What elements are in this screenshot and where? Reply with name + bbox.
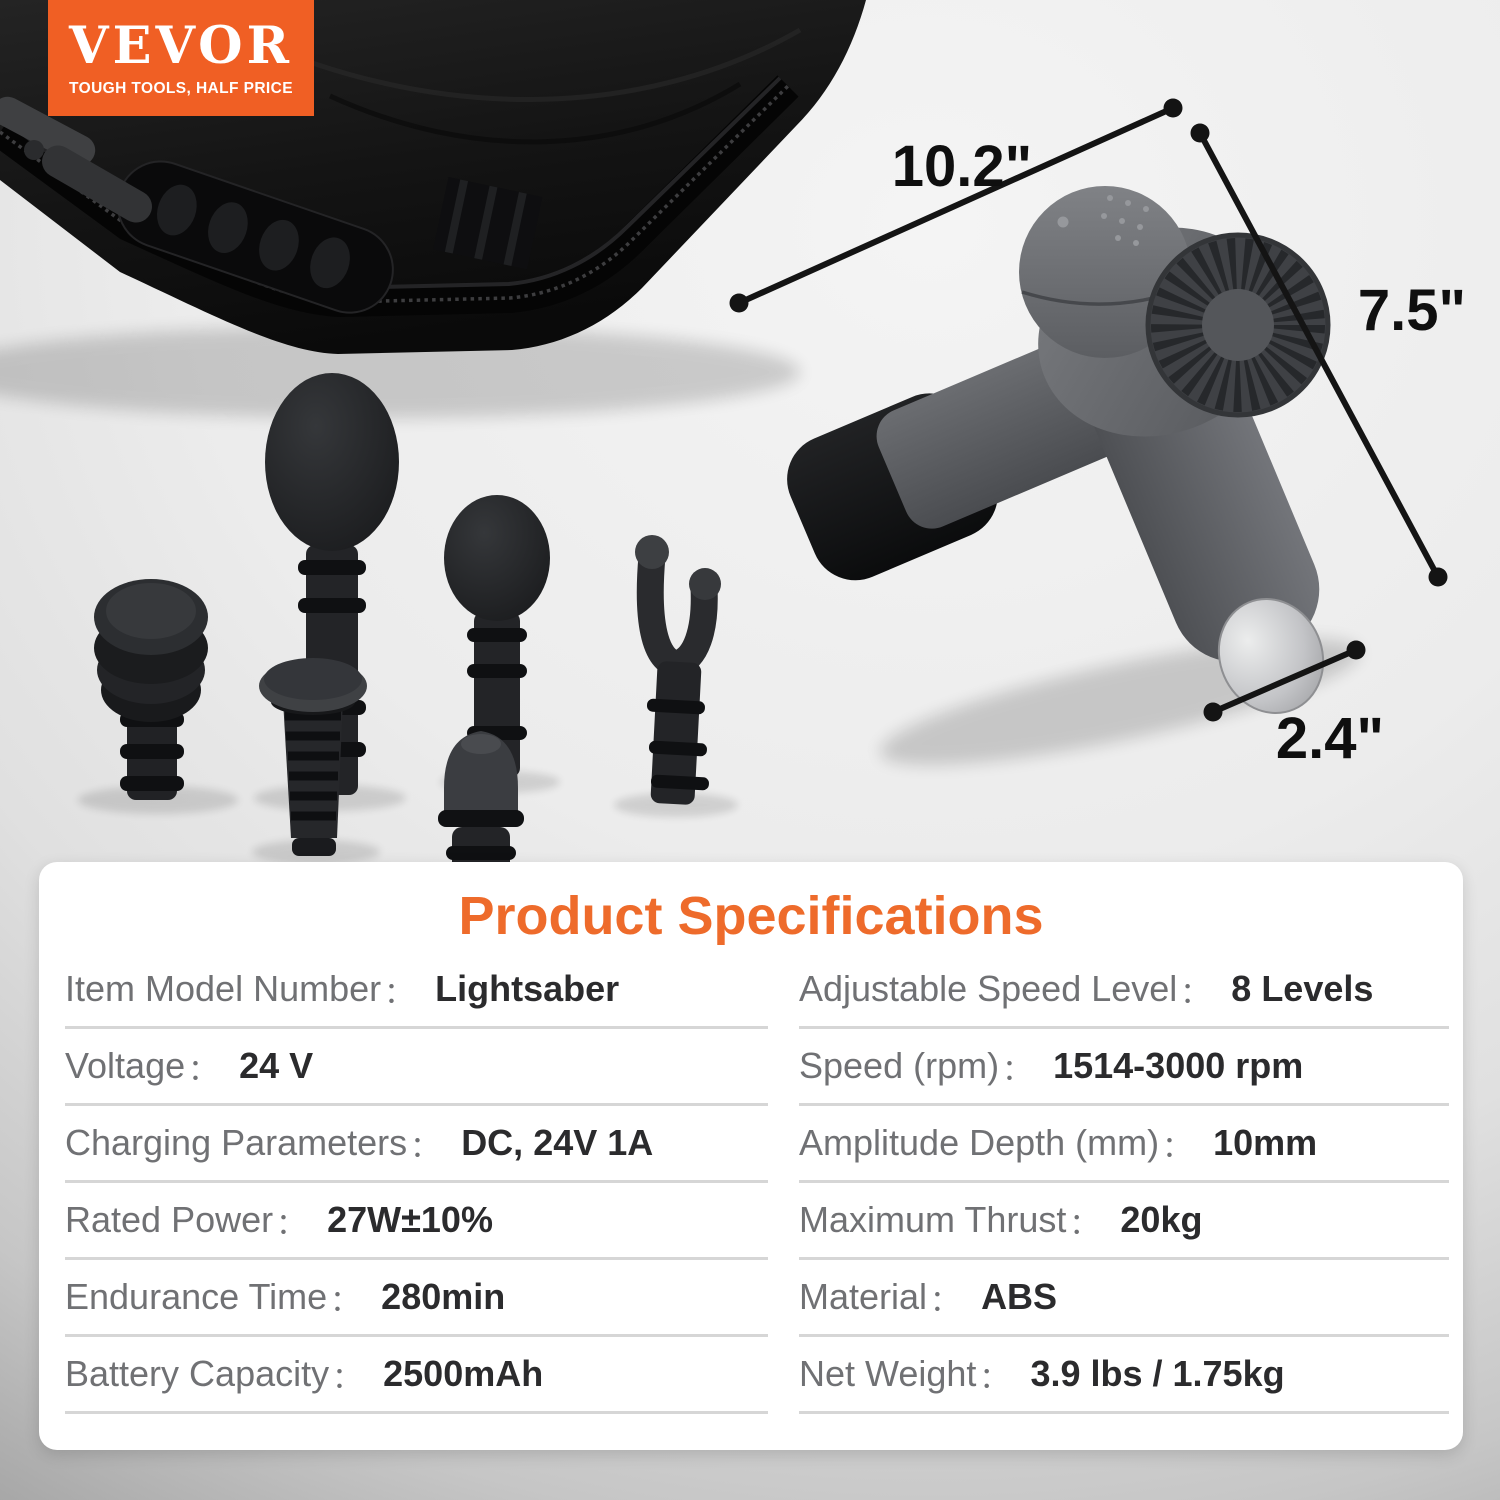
spec-label: Material — [799, 1276, 928, 1317]
spec-row-rated-power — [65, 1183, 768, 1260]
spec-row-battery-capacity — [65, 1337, 768, 1414]
dimension-width-label: 2.4" — [1275, 706, 1385, 771]
spec-colon: ： — [929, 1278, 966, 1320]
bullet-head-attachment — [426, 731, 538, 862]
spec-colon: ： — [329, 1278, 366, 1320]
spec-label: Voltage — [65, 1045, 186, 1086]
spec-value: 27W±10% — [327, 1199, 493, 1240]
spec-colon: ： — [1001, 1047, 1038, 1089]
spec-colon: ： — [187, 1047, 224, 1089]
spec-label: Amplitude Depth (mm) — [799, 1122, 1160, 1163]
spec-value: 20kg — [1120, 1199, 1203, 1240]
spec-value: 10mm — [1213, 1122, 1318, 1163]
spec-label: Endurance Time — [65, 1276, 328, 1317]
spec-column-right — [799, 952, 1449, 1414]
spec-row-net-weight — [799, 1337, 1449, 1414]
spec-column-left — [65, 952, 768, 1414]
spec-label: Battery Capacity — [65, 1353, 330, 1394]
spec-colon: ： — [331, 1355, 368, 1397]
spec-label: Maximum Thrust — [799, 1199, 1067, 1240]
flat-head-attachment — [78, 579, 238, 814]
dimension-height-label: 7.5" — [1357, 278, 1467, 343]
spec-label: Net Weight — [799, 1353, 977, 1394]
spec-row-adjustable-speed-level — [799, 952, 1449, 1029]
spec-value: 280min — [381, 1276, 506, 1317]
spec-value: DC, 24V 1A — [461, 1122, 654, 1163]
spec-row-amplitude-depth — [799, 1106, 1449, 1183]
spec-row-maximum-thrust — [799, 1183, 1449, 1260]
spec-row-item-model-number — [65, 952, 768, 1029]
spec-row-speed-rpm — [799, 1029, 1449, 1106]
spec-columns — [39, 952, 1463, 1414]
spec-value: 24 V — [239, 1045, 314, 1086]
brand-tagline: TOUGH TOOLS, HALF PRICE — [69, 79, 293, 97]
spec-colon: ： — [409, 1124, 446, 1166]
spec-colon: ： — [1179, 970, 1216, 1012]
spec-row-endurance-time — [65, 1260, 768, 1337]
spec-label: Rated Power — [65, 1199, 274, 1240]
spec-colon: ： — [1068, 1201, 1105, 1243]
spec-label: Item Model Number — [65, 968, 382, 1009]
brand-logo — [48, 0, 314, 116]
spec-colon: ： — [275, 1201, 312, 1243]
spec-colon: ： — [383, 970, 420, 1012]
brand-name: VEVOR — [69, 15, 293, 76]
spec-label: Adjustable Speed Level — [799, 968, 1178, 1009]
spec-value: Lightsaber — [435, 968, 620, 1009]
spec-title: Product Specifications — [458, 886, 1044, 946]
fork-head-attachment — [614, 535, 738, 817]
spec-label: Charging Parameters — [65, 1122, 408, 1163]
spec-value: 2500mAh — [383, 1353, 544, 1394]
mushroom-head-attachment — [252, 658, 380, 862]
spec-value: ABS — [981, 1276, 1058, 1317]
spec-colon: ： — [1161, 1124, 1198, 1166]
spec-value: 8 Levels — [1231, 968, 1374, 1009]
spec-row-voltage — [65, 1029, 768, 1106]
spec-colon: ： — [978, 1355, 1015, 1397]
spec-row-material — [799, 1260, 1449, 1337]
spec-panel — [39, 862, 1463, 1450]
spec-value: 3.9 lbs / 1.75kg — [1030, 1353, 1285, 1394]
spec-row-charging-parameters — [65, 1106, 768, 1183]
dimension-length-label: 10.2" — [891, 134, 1033, 199]
spec-value: 1514-3000 rpm — [1053, 1045, 1304, 1086]
spec-label: Speed (rpm) — [799, 1045, 1000, 1086]
